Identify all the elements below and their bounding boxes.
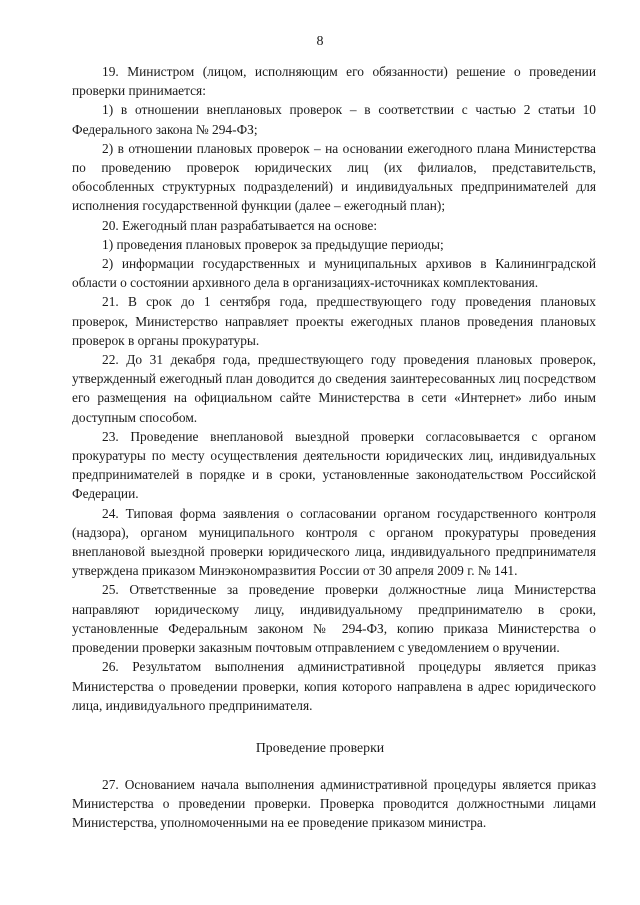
paragraph-22: 22. До 31 декабря года, предшествующего году проведения плановых проверок, утвержденный ежегодный план доводится до сведения заинтересованных лиц посредством его размещения на официальном сайте Министерства в сети «Интернет» либо иным доступным способом. xyxy=(72,352,596,425)
paragraph-26: 26. Результатом выполнения административной процедуры является приказ Министерства о проведении проверки, копия которого направлена в адрес юридического лица, индивидуального предпринимателя. xyxy=(72,659,596,713)
paragraph-19: 19. Министром (лицом, исполняющим его обязанности) решение о проведении проверки принимается: xyxy=(72,64,596,99)
paragraph-19-item-2: 2) в отношении плановых проверок – на основании ежегодного плана Министерства по проведению проверок юридических лиц (их филиалов, представительств, обособленных структурных подразделений) и индивидуальных предпринимателей для исполнения государственной функции (далее – ежегодный план); xyxy=(72,140,596,214)
paragraph-23: 23. Проведение внеплановой выездной проверки согласовывается с органом прокуратуры по месту осуществления деятельности юридических лиц, индивидуальных предпринимателей в порядке и в сроки, установленные законодательством Российской Федерации. xyxy=(72,428,596,502)
paragraph-24: 24. Типовая форма заявления о согласовании органом государственного контроля (надзора), органом муниципального контроля с органом прокуратуры проведения внеплановой выездной проверки юридического лица, индивидуального предпринимателя утверждена приказом Минэкономразвития России от 30 апреля 2009 г. № 141. xyxy=(72,505,596,579)
paragraph-21: 21. В срок до 1 сентября года, предшествующего году проведения плановых проверок, Министерство направляет проекты ежегодных планов проведения плановых проверок в органы прокуратуры. xyxy=(72,294,596,348)
paragraph-27: 27. Основанием начала выполнения административной процедуры является приказ Министерства о проведении проверки. Проверка проводится должностными лицами Министерства, уполномоченными на ее проведение приказом министра. xyxy=(72,777,596,831)
page-number: 8 xyxy=(316,34,324,49)
body-text-top xyxy=(72,62,596,715)
section-heading: Проведение проверки xyxy=(255,740,385,755)
body-text-bottom xyxy=(72,775,596,833)
paragraph-20-item-1: 1) проведения плановых проверок за предыдущие периоды; xyxy=(102,236,444,252)
paragraph-19-item-1: 1) в отношении внеплановых проверок – в соответствии с частью 2 статьи 10 Федерального закона № 294-ФЗ; xyxy=(72,102,596,137)
paragraph-20: 20. Ежегодный план разрабатывается на основе: xyxy=(102,217,378,233)
paragraph-20-item-2: 2) информации государственных и муниципальных архивов в Калининградской области о состоянии архивного дела в организациях-источниках комплектования. xyxy=(72,256,596,291)
paragraph-25: 25. Ответственные за проведение проверки должностные лица Министерства направляют юридическому лицу, индивидуальному предпринимателю в сроки, установленные Федеральным законом № 294-ФЗ, копию приказа Министерства о проведении проверки заказным почтовым отправлением с уведомлением о вручении. xyxy=(72,582,596,656)
